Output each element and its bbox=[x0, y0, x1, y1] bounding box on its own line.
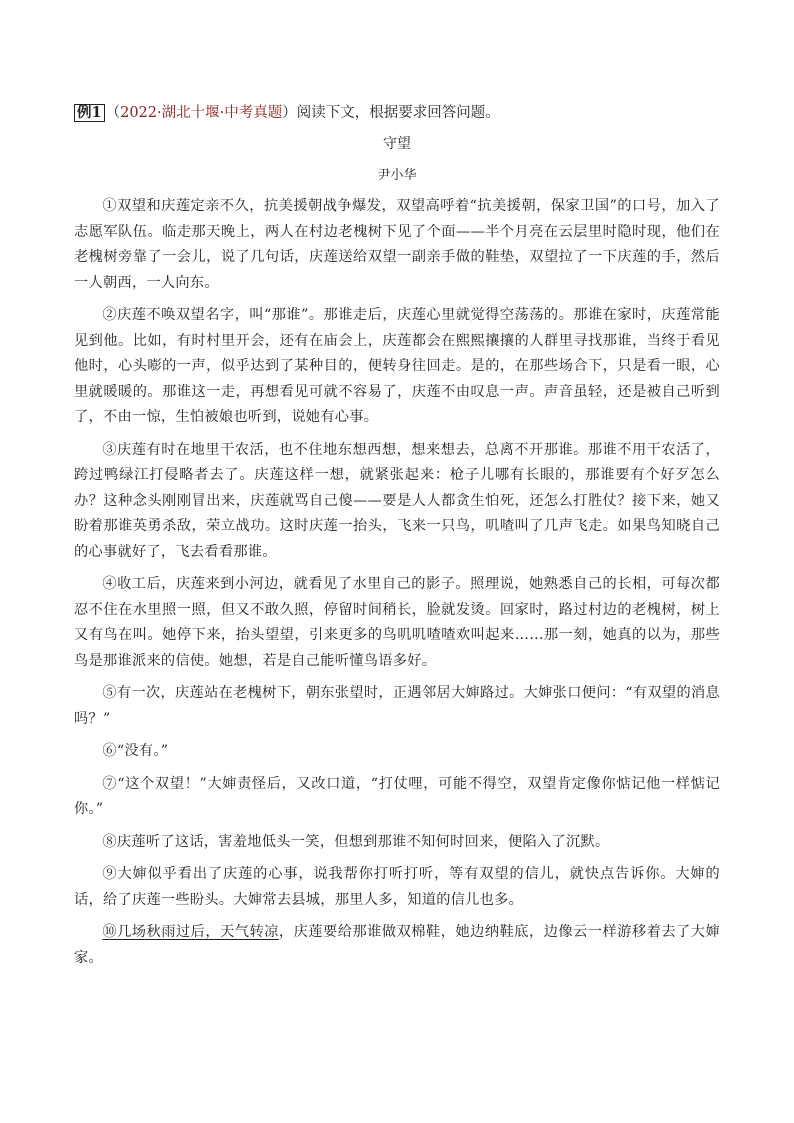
paragraph-7: ⑦“这个双望！”大婶责怪后，又改口道，“打仗哩，可能不得空，双望肯定像你惦记他一样惦记你。” bbox=[74, 775, 720, 817]
question-source: 2022·湖北十堰·中考真题 bbox=[120, 105, 283, 121]
underlined-phrase: ⑩几场秋雨过后，天气转凉 bbox=[102, 924, 279, 940]
article-author: 尹小华 bbox=[377, 168, 417, 183]
article-body bbox=[74, 194, 720, 978]
paragraph-4: ④收工后，庆莲来到小河边，就看见了水里自己的影子。照理说，她熟悉自己的长相，可每次都忍不住在水里照一照，但又不敢久照，停留时间稍长，脸就发烫。回家时，路过村边的老槐树，树上又有鸟在叫。她停下来，抬头望望，引来更多的鸟叽叽喳喳欢叫起来……那一刻，她真的以为，那些鸟是那谁派来的信使。她想，若是自己能听懂鸟语多好。 bbox=[74, 576, 720, 669]
question-instruction: 阅读下文，根据要求回答问题。 bbox=[296, 105, 500, 121]
paragraph-10-rest: ，庆莲要给那谁做双棉鞋，她边纳鞋底，边像云一样游移着去了大婶家。 bbox=[74, 924, 720, 966]
source-close-paren: ） bbox=[282, 105, 297, 121]
paragraph-3: ③庆莲有时在地里干农活，也不住地东想西想，想来想去，总离不开那谁。那谁不用干农活了，跨过鸭绿江打侵略者去了。庆莲这样一想，就紧张起来：枪子儿哪有长眼的，那谁要有个好歹怎么办？这种念头刚刚冒出来，庆莲就骂自己傻——要是人人都贪生怕死，还怎么打胜仗？接下来，她又盼着那谁英勇杀敌，荣立战功。这时庆莲一抬头，飞来一只鸟，叽喳叫了几声飞走。如果鸟知晓自己的心事就好了，飞去看看那谁。 bbox=[74, 441, 720, 560]
paragraph-9: ⑨大婶似乎看出了庆莲的心事，说我帮你打听打听，等有双望的信儿，就快点告诉你。大婶的话，给了庆莲一些盼头。大婶常去县城，那里人多，知道的信儿也多。 bbox=[74, 866, 720, 908]
paragraph-10 bbox=[74, 920, 720, 971]
paragraph-6: ⑥“没有。” bbox=[102, 743, 169, 759]
paragraph-5: ⑤有一次，庆莲站在老槐树下，朝东张望时，正遇邻居大婶路过。大婶张口便问：“有双望的消息吗？” bbox=[74, 685, 720, 727]
paragraph-1: ①双望和庆莲定亲不久，抗美援朝战争爆发，双望高呼着“抗美援朝，保家卫国”的口号，加入了志愿军队伍。临走那天晚上，两人在村边老槐树下见了个面——半个月亮在云层里时隐时现，他们在老槐树旁靠了一会儿，说了几句话，庆莲送给双望一副亲手做的鞋垫，双望拉了一下庆莲的手，然后一人朝西，一人向东。 bbox=[74, 198, 720, 291]
example-badge: 例1 bbox=[74, 104, 105, 122]
paragraph-2: ②庆莲不唤双望名字，叫“那谁”。那谁走后，庆莲心里就觉得空荡荡的。那谁在家时，庆莲常能见到他。比如，有时村里开会，还有在庙会上，庆莲都会在熙熙攘攘的人群里寻找那谁，当终于看见他时，心头嘭的一声，似乎达到了某种目的，便转身往回走。是的，在那些场合下，只是看一眼，心里就暖暖的。那谁这一走，再想看见可就不容易了，庆莲不由叹息一声。声音虽轻，还是被自己听到了，不由一惊，生怕被娘也听到，说她有心事。 bbox=[74, 307, 720, 425]
question-header bbox=[74, 103, 734, 123]
source-open-paren: （ bbox=[105, 105, 121, 121]
article-title: 守望 bbox=[383, 136, 411, 152]
paragraph-8: ⑧庆莲听了这话，害羞地低头一笑，但想到那谁不知何时回来，便陷入了沉默。 bbox=[102, 833, 610, 850]
